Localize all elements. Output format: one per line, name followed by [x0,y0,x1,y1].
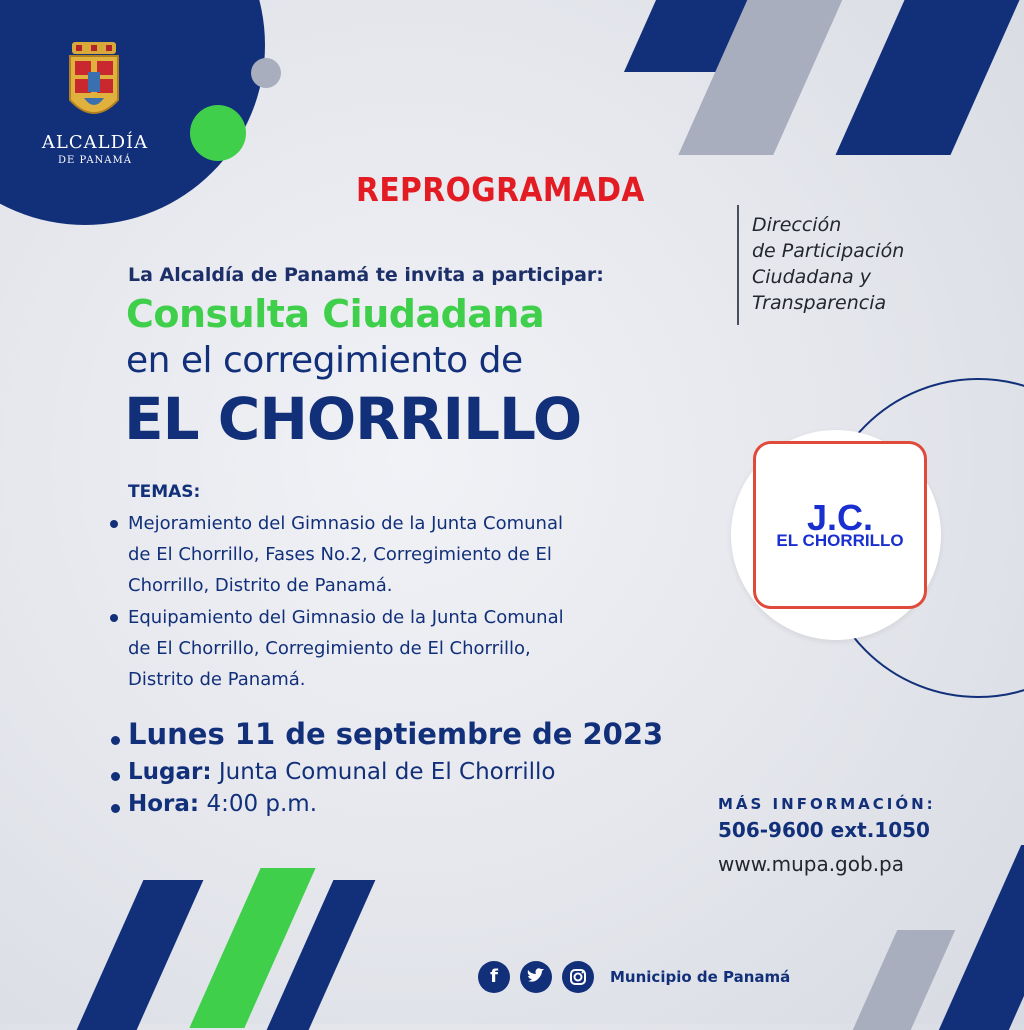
topic-line: Chorrillo, Distrito de Panamá. [128,575,393,596]
department-line: de Participación [752,240,905,262]
junta-comunal-abbr: J.C. [806,497,874,538]
twitter-icon[interactable] [520,961,552,993]
junta-comunal-name: EL CHORRILLO [776,531,904,550]
time-value: 4:00 p.m. [206,791,318,817]
department-line: Transparencia [752,292,887,314]
topic-line: Mejoramiento del Gimnasio de la Junta Comunal [128,513,563,534]
topic-line: Equipamiento del Gimnasio de la Junta Comunal [128,607,564,628]
department-line: Dirección [752,214,842,236]
topics-label: TEMAS: [128,482,201,502]
bullet-icon [110,520,118,528]
department-divider [737,205,739,325]
stripe-top-navy-2 [835,0,1019,155]
gray-dot [251,58,281,88]
title-consulta: Consulta Ciudadana [126,292,545,336]
title-location: EL CHORRILLO [124,385,582,453]
green-dot [190,105,246,161]
social-handle: Municipio de Panamá [610,968,791,986]
department-line: Ciudadana y [752,266,871,288]
topic-line: de El Chorrillo, Corregimiento de El Chorrillo, [128,638,531,659]
facebook-icon[interactable]: f [478,961,510,993]
topic-line: de El Chorrillo, Fases No.2, Corregimiento de El [128,544,552,565]
status-banner: REPROGRAMADA [356,170,645,209]
logo-subtitle: DE PANAMÁ [58,155,132,166]
place-value: Junta Comunal de El Chorrillo [218,759,556,785]
bullet-icon [110,614,118,622]
topic-item [128,508,728,601]
invitation-text: La Alcaldía de Panamá te invita a participar: [128,264,604,286]
website-link[interactable]: www.mupa.gob.pa [718,852,904,876]
bullet-icon [111,772,120,781]
place-label: Lugar: [128,759,212,785]
coat-of-arms-icon [66,42,122,126]
topic-item [128,602,728,695]
bullet-icon [111,736,120,745]
stripe-bottom-navy-left [77,880,204,1030]
stripe-bottom-gray-right [853,930,956,1030]
instagram-icon[interactable] [562,961,594,993]
title-corregimiento: en el corregimiento de [126,340,523,381]
phone-number: 506-9600 ext.1050 [718,818,930,842]
topic-line: Distrito de Panamá. [128,669,306,690]
event-place [128,759,555,785]
event-date: Lunes 11 de septiembre de 2023 [128,717,664,751]
time-label: Hora: [128,791,200,817]
logo-name: ALCALDÍA [41,132,149,153]
event-time [128,791,317,817]
more-info-label: MÁS INFORMACIÓN: [718,795,936,813]
bullet-icon [111,804,120,813]
